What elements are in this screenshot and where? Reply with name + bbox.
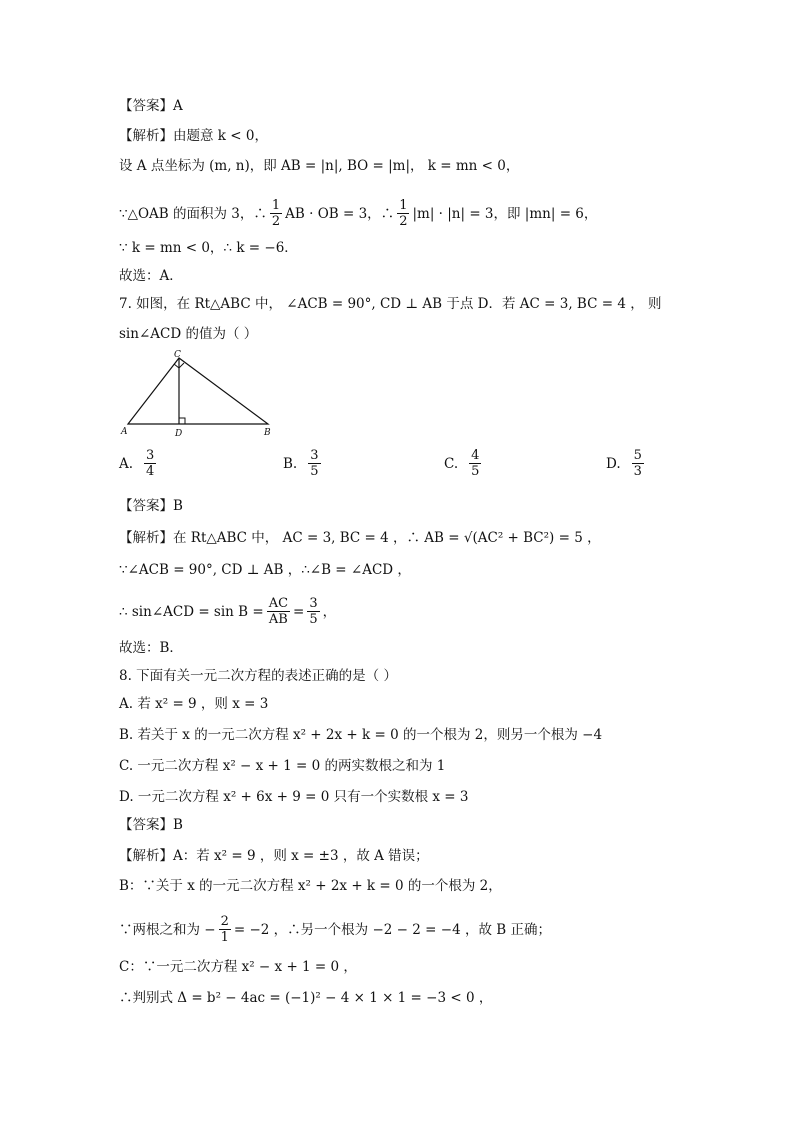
text: ， xyxy=(322,603,337,620)
option-7-b xyxy=(283,448,324,479)
vertex-label-b: B xyxy=(264,428,271,438)
fraction-half xyxy=(270,198,282,229)
fraction-numerator: 1 xyxy=(399,198,408,213)
option-7-d xyxy=(606,448,647,479)
text: = −2 ，∴另一个根为 −2 − 2 = −4 ，故 B 正确； xyxy=(233,921,551,938)
option-letter: A. xyxy=(119,455,134,472)
fraction-numerator: 3 xyxy=(310,448,319,463)
question-7-line-2: sin∠ACD 的值为（ ） xyxy=(119,326,258,342)
solution-6-line-3 xyxy=(119,198,597,229)
fraction-two-over-one xyxy=(219,914,231,945)
fraction-ac-ab xyxy=(267,596,290,627)
fraction-denominator: 5 xyxy=(309,612,318,627)
option-7-a xyxy=(119,448,159,479)
answer-8: 【答案】B xyxy=(119,817,183,833)
fraction-denominator: 2 xyxy=(399,214,408,229)
option-8-b: B. 若关于 x 的一元二次方程 x² + 2x + k = 0 的一个根为 2，则另一个根为 −4 xyxy=(119,727,603,743)
fraction-numerator: 2 xyxy=(220,914,229,929)
option-8-a: A. 若 x² = 9 ，则 x = 3 xyxy=(119,696,269,712)
option-8-d: D. 一元二次方程 x² + 6x + 9 = 0 只有一个实数根 x = 3 xyxy=(119,789,469,805)
option-fraction xyxy=(308,448,320,479)
vertex-label-c: C xyxy=(174,350,181,360)
text: = xyxy=(293,603,305,620)
fraction-numerator: AC xyxy=(268,596,289,611)
conclusion-6: 故选：A． xyxy=(119,268,183,284)
fraction-denominator: 3 xyxy=(633,464,642,479)
fraction-denominator: AB xyxy=(268,612,288,627)
fraction-denominator: 4 xyxy=(146,464,155,479)
fraction-numerator: 3 xyxy=(309,596,318,611)
fraction-denominator: 5 xyxy=(471,464,480,479)
solution-8-line-3 xyxy=(119,914,551,945)
fraction-numerator: 4 xyxy=(471,448,480,463)
fraction-result xyxy=(307,596,319,627)
answer-7: 【答案】B xyxy=(119,498,183,514)
option-7-c xyxy=(444,448,484,479)
triangle-figure xyxy=(119,348,279,440)
conclusion-7: 故选：B． xyxy=(119,640,183,656)
option-fraction xyxy=(144,448,156,479)
solution-6-line-1: 【解析】由题意 k < 0， xyxy=(119,128,268,144)
question-7-line-1: 7. 如图，在 Rt△ABC 中， ∠ACB = 90°, CD ⊥ AB 于点 D．若 AC = 3, BC = 4 ， 则 xyxy=(119,296,662,312)
solution-8-line-1: 【解析】A：若 x² = 9 ，则 x = ±3 ，故 A 错误； xyxy=(119,848,429,864)
question-8: 8. 下面有关一元二次方程的表述正确的是（ ） xyxy=(119,668,397,684)
text: ∵△OAB 的面积为 3，∴ xyxy=(119,205,267,222)
fraction-numerator: 1 xyxy=(271,198,281,213)
fraction-half xyxy=(397,198,409,229)
solution-7-line-3 xyxy=(119,596,336,627)
solution-8-line-4: C：∵一元二次方程 x² − x + 1 = 0 ， xyxy=(119,959,357,975)
text: AB · OB = 3，∴ xyxy=(285,205,395,222)
option-letter: C. xyxy=(444,455,459,472)
option-8-c: C. 一元二次方程 x² − x + 1 = 0 的两实数根之和为 1 xyxy=(119,758,446,774)
option-fraction xyxy=(632,448,644,479)
option-letter: B. xyxy=(283,455,298,472)
triangle-abc xyxy=(128,358,268,424)
solution-8-line-2: B：∵关于 x 的一元二次方程 x² + 2x + k = 0 的一个根为 2， xyxy=(119,878,502,894)
answer-6: 【答案】A xyxy=(119,98,183,114)
fraction-numerator: 5 xyxy=(633,448,642,463)
text: |m| · |n| = 3，即 |mn| = 6， xyxy=(412,205,598,222)
vertex-label-a: A xyxy=(121,427,128,437)
fraction-numerator: 3 xyxy=(146,448,155,463)
solution-7-line-1: 【解析】在 Rt△ABC 中， AC = 3, BC = 4 ，∴ AB = √(AC² + BC²) = 5 ， xyxy=(119,530,601,546)
fraction-denominator: 1 xyxy=(220,930,229,945)
fraction-denominator: 5 xyxy=(310,464,319,479)
solution-7-line-2: ∵∠ACB = 90°, CD ⊥ AB ，∴∠B = ∠ACD ， xyxy=(119,562,411,578)
solution-6-line-2: 设 A 点坐标为 (m, n)，即 AB = |n|, BO = |m|， k = mn < 0， xyxy=(119,158,520,174)
right-angle-mark-d xyxy=(179,418,185,424)
text: ∵两根之和为 − xyxy=(119,921,216,938)
fraction-denominator: 2 xyxy=(271,214,281,229)
solution-8-line-5: ∴判别式 Δ = b² − 4ac = (−1)² − 4 × 1 × 1 = −3 < 0 ， xyxy=(119,990,493,1006)
option-fraction xyxy=(469,448,481,479)
vertex-label-d: D xyxy=(175,429,183,439)
solution-6-line-4: ∵ k = mn < 0，∴ k = −6． xyxy=(119,240,298,256)
option-letter: D. xyxy=(606,455,621,472)
text: ∴ sin∠ACD = sin B = xyxy=(119,603,264,620)
